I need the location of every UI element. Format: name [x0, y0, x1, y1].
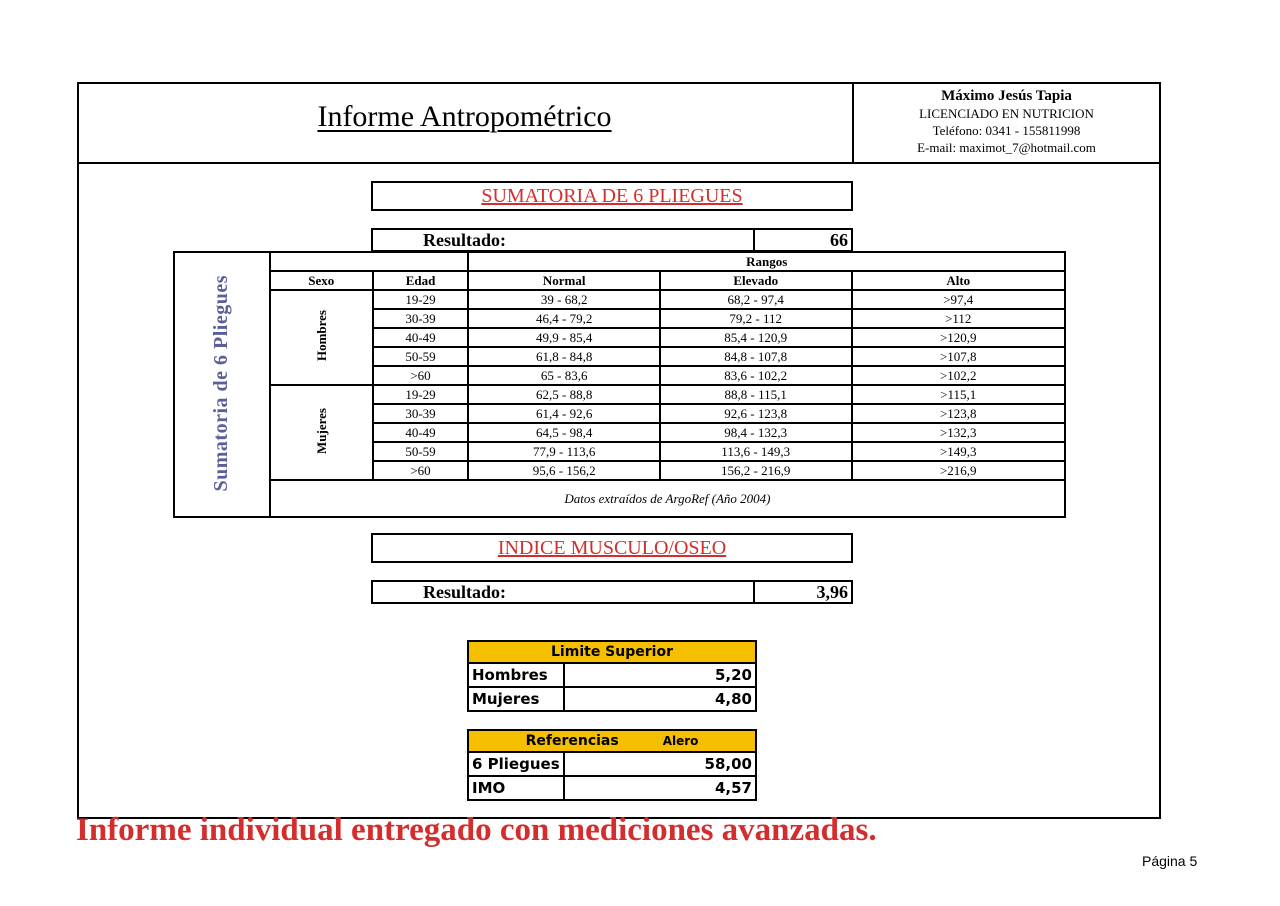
normal-cell: 49,9 - 85,4	[468, 328, 660, 347]
alto-cell: >216,9	[852, 461, 1066, 480]
col-header-sexo: Sexo	[270, 271, 373, 290]
normal-cell: 46,4 - 79,2	[468, 309, 660, 328]
normal-cell: 65 - 83,6	[468, 366, 660, 385]
edad-cell: 19-29	[373, 385, 469, 404]
alto-cell: >107,8	[852, 347, 1066, 366]
rangos-spacer	[270, 252, 373, 271]
normal-cell: 77,9 - 113,6	[468, 442, 660, 461]
normal-cell: 61,4 - 92,6	[468, 404, 660, 423]
limite-hombres-label: Hombres	[468, 663, 564, 687]
imo-result-label: Resultado:	[373, 582, 755, 602]
limite-mujeres-label: Mujeres	[468, 687, 564, 711]
normal-cell: 61,8 - 84,8	[468, 347, 660, 366]
alto-cell: >123,8	[852, 404, 1066, 423]
footer-caption: Informe individual entregado con mediciones avanzadas.	[76, 812, 877, 848]
elevado-cell: 156,2 - 216,9	[660, 461, 852, 480]
alto-cell: >112	[852, 309, 1066, 328]
sumatoria-result	[371, 228, 853, 252]
sumatoria-side-label-cell	[174, 252, 270, 517]
author-block	[854, 88, 1159, 156]
col-header-normal: Normal	[468, 271, 660, 290]
referencias-header: Referencias	[525, 733, 619, 749]
col-header-alto: Alto	[852, 271, 1066, 290]
elevado-cell: 68,2 - 97,4	[660, 290, 852, 309]
elevado-cell: 79,2 - 112	[660, 309, 852, 328]
elevado-cell: 92,6 - 123,8	[660, 404, 852, 423]
source-note: Datos extraídos de ArgoRef (Año 2004)	[270, 480, 1065, 517]
edad-cell: 50-59	[373, 347, 469, 366]
limite-superior-header: Limite Superior	[468, 641, 756, 663]
referencias-subheader: Alero	[662, 734, 699, 748]
table-row	[174, 385, 1065, 404]
author-phone: Teléfono: 0341 - 155811998	[932, 123, 1081, 138]
author-email: E-mail: maximot_7@hotmail.com	[917, 140, 1096, 155]
edad-cell: 19-29	[373, 290, 469, 309]
normal-cell: 62,5 - 88,8	[468, 385, 660, 404]
normal-cell: 64,5 - 98,4	[468, 423, 660, 442]
col-header-edad: Edad	[373, 271, 469, 290]
ref-pliegues-value: 58,00	[564, 752, 756, 776]
sexo-cell	[270, 385, 373, 480]
alto-cell: >120,9	[852, 328, 1066, 347]
author-role: LICENCIADO EN NUTRICION	[919, 106, 1094, 121]
edad-cell: >60	[373, 461, 469, 480]
ref-imo-label: IMO	[468, 776, 564, 800]
referencias-header-cell	[468, 730, 756, 752]
edad-cell: >60	[373, 366, 469, 385]
limite-hombres-value: 5,20	[564, 663, 756, 687]
alto-cell: >132,3	[852, 423, 1066, 442]
limite-superior-table	[467, 640, 757, 712]
ref-pliegues-label: 6 Pliegues	[468, 752, 564, 776]
edad-cell: 30-39	[373, 309, 469, 328]
alto-cell: >149,3	[852, 442, 1066, 461]
alto-cell: >97,4	[852, 290, 1066, 309]
table-row	[174, 290, 1065, 309]
normal-cell: 95,6 - 156,2	[468, 461, 660, 480]
page-title: Informe Antropométrico	[317, 100, 612, 133]
sumatoria-result-label: Resultado:	[373, 230, 755, 250]
imo-title: INDICE MUSCULO/OSEO	[371, 533, 853, 563]
imo-result	[371, 580, 853, 604]
sexo-label: Mujeres	[313, 408, 329, 454]
table-row	[468, 776, 756, 800]
edad-cell: 40-49	[373, 328, 469, 347]
ranges-table	[173, 251, 1066, 518]
sumatoria-side-label: Sumatoria de 6 Pliegues	[210, 274, 233, 492]
sumatoria-title: SUMATORIA DE 6 PLIEGUES	[371, 181, 853, 211]
referencias-table	[467, 729, 757, 801]
edad-cell: 40-49	[373, 423, 469, 442]
rangos-header: Rangos	[468, 252, 1065, 271]
alto-cell: >102,2	[852, 366, 1066, 385]
normal-cell: 39 - 68,2	[468, 290, 660, 309]
rangos-spacer-2	[373, 252, 469, 271]
imo-result-value: 3,96	[816, 582, 848, 602]
sexo-cell	[270, 290, 373, 385]
elevado-cell: 83,6 - 102,2	[660, 366, 852, 385]
elevado-cell: 113,6 - 149,3	[660, 442, 852, 461]
alto-cell: >115,1	[852, 385, 1066, 404]
elevado-cell: 84,8 - 107,8	[660, 347, 852, 366]
table-row	[468, 663, 756, 687]
col-header-elevado: Elevado	[660, 271, 852, 290]
edad-cell: 30-39	[373, 404, 469, 423]
elevado-cell: 98,4 - 132,3	[660, 423, 852, 442]
sumatoria-result-value: 66	[830, 230, 848, 250]
sexo-label: Hombres	[313, 310, 329, 362]
edad-cell: 50-59	[373, 442, 469, 461]
ref-imo-value: 4,57	[564, 776, 756, 800]
table-row	[468, 752, 756, 776]
table-row	[468, 687, 756, 711]
elevado-cell: 88,8 - 115,1	[660, 385, 852, 404]
elevado-cell: 85,4 - 120,9	[660, 328, 852, 347]
author-name: Máximo Jesús Tapia	[941, 88, 1072, 104]
limite-mujeres-value: 4,80	[564, 687, 756, 711]
page-number: Página 5	[1142, 853, 1198, 869]
